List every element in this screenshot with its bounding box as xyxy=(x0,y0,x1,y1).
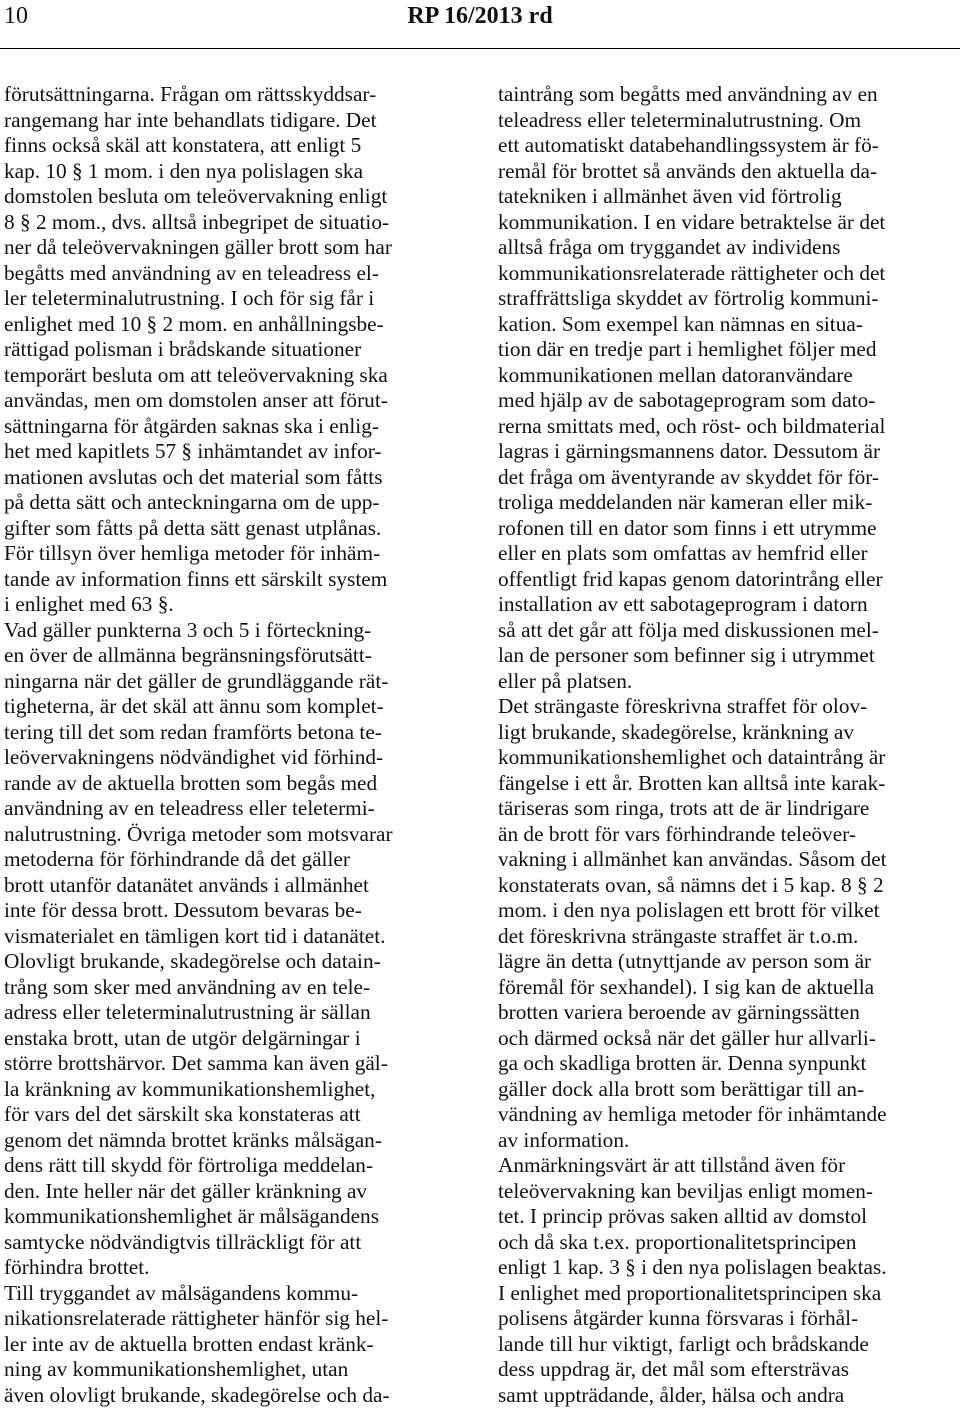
text-line: la kränkning av kommunikationshemlighet, xyxy=(4,1077,464,1103)
text-line: trång som sker med användning av en tele- xyxy=(4,975,464,1001)
text-line: lagras i gärningsmannens dator. Dessutom är xyxy=(498,439,956,465)
text-line: av information. xyxy=(498,1128,956,1154)
text-line: polisens åtgärder kunna försvaras i förhål- xyxy=(498,1306,956,1332)
text-line: kommunikationsrelaterade rättigheter och det xyxy=(498,261,956,287)
text-line: fängelse i ett år. Brotten kan alltså inte karak- xyxy=(498,771,956,797)
page-header xyxy=(0,0,960,60)
text-line: Vad gäller punkterna 3 och 5 i förteckning- xyxy=(4,618,464,644)
text-line: Olovligt brukande, skadegörelse och datain- xyxy=(4,949,464,975)
text-line: tande av information finns ett särskilt system xyxy=(4,567,464,593)
text-line: ler inte av de aktuella brotten endast kränk- xyxy=(4,1332,464,1358)
text-line: leövervakningens nödvändighet vid förhind- xyxy=(4,745,464,771)
text-line: nalutrustning. Övriga metoder som motsvarar xyxy=(4,822,464,848)
right-text-column xyxy=(498,82,956,1408)
text-line: på detta sätt och anteckningarna om de upp- xyxy=(4,490,464,516)
text-line: samtycke nödvändigtvis tillräckligt för att xyxy=(4,1230,464,1256)
text-line: temporärt besluta om att teleövervakning ska xyxy=(4,363,464,389)
text-line: Anmärkningsvärt är att tillstånd även för xyxy=(498,1153,956,1179)
text-line: begåtts med användning av en teleadress el- xyxy=(4,261,464,287)
text-line: kommunikationshemlighet och dataintrång är xyxy=(498,745,956,771)
text-line: förutsättningarna. Frågan om rättsskyddsar- xyxy=(4,82,464,108)
text-line: rangemang har inte behandlats tidigare. Det xyxy=(4,108,464,134)
text-line: kap. 10 § 1 mom. i den nya polislagen ska xyxy=(4,159,464,185)
text-line: taintrång som begåtts med användning av en xyxy=(498,82,956,108)
text-line: remål för brottet så används den aktuella da- xyxy=(498,159,956,185)
text-line: lan de personer som befinner sig i utrymmet xyxy=(498,643,956,669)
text-line: vismaterialet en tämligen kort tid i datanätet. xyxy=(4,924,464,950)
text-line: eller på platsen. xyxy=(498,669,956,695)
text-line: teleövervakning kan beviljas enligt momen- xyxy=(498,1179,956,1205)
text-line: kommunikationen mellan datoranvändare xyxy=(498,363,956,389)
text-line: ler teleterminalutrustning. I och för sig får i xyxy=(4,286,464,312)
text-line: adress eller teleterminalutrustning är sällan xyxy=(4,1000,464,1026)
text-line: domstolen besluta om teleövervakning enligt xyxy=(4,184,464,210)
text-line: en över de allmänna begränsningsförutsätt- xyxy=(4,643,464,669)
document-id: RP 16/2013 rd xyxy=(0,2,960,30)
text-line: metoderna för förhindrande då det gäller xyxy=(4,847,464,873)
text-line: brotten variera beroende av gärningssätten xyxy=(498,1000,956,1026)
text-line: För tillsyn över hemliga metoder för inhäm- xyxy=(4,541,464,567)
text-line: med hjälp av de sabotageprogram som dato- xyxy=(498,388,956,414)
left-text-column xyxy=(4,82,464,1408)
text-line: I enlighet med proportionalitetsprincipen ska xyxy=(498,1281,956,1307)
text-line: tion där en tredje part i hemlighet följer med xyxy=(498,337,956,363)
text-line: lande till hur viktigt, farligt och brådskande xyxy=(498,1332,956,1358)
text-line: Det strängaste föreskrivna straffet för olov- xyxy=(498,694,956,720)
text-line: tatekniken i allmänhet även vid förtrolig xyxy=(498,184,956,210)
text-line: större brottshärvor. Det samma kan även gäl- xyxy=(4,1051,464,1077)
text-line: Till tryggandet av målsägandens kommu- xyxy=(4,1281,464,1307)
text-line: än de brott för vars förhindrande teleöver- xyxy=(498,822,956,848)
text-line: tet. I princip prövas saken alltid av domstol xyxy=(498,1204,956,1230)
text-line: ligt brukande, skadegörelse, kränkning av xyxy=(498,720,956,746)
text-line: ner då teleövervakningen gäller brott som har xyxy=(4,235,464,261)
text-line: kommunikationshemlighet är målsägandens xyxy=(4,1204,464,1230)
text-line: enlighet med 10 § 2 mom. en anhållningsbe- xyxy=(4,312,464,338)
text-line: lägre än detta (utnyttjande av person som är xyxy=(498,949,956,975)
text-line: även olovligt brukande, skadegörelse och da- xyxy=(4,1383,464,1408)
text-line: alltså fråga om tryggandet av individens xyxy=(498,235,956,261)
text-line: inte för dessa brott. Dessutom bevaras be- xyxy=(4,898,464,924)
text-line: tering till det som redan framförts betona te- xyxy=(4,720,464,746)
text-line: användning av en teleadress eller teletermi- xyxy=(4,796,464,822)
text-line: ning av kommunikationshemlighet, utan xyxy=(4,1357,464,1383)
text-line: det fråga om äventyrande av skyddet för för- xyxy=(498,465,956,491)
text-line: brott utanför datanätet används i allmänhet xyxy=(4,873,464,899)
text-line: förhindra brottet. xyxy=(4,1255,464,1281)
text-line: rerna smittats med, och röst- och bildmaterial xyxy=(498,414,956,440)
text-line: troliga meddelanden när kameran eller mik- xyxy=(498,490,956,516)
text-line: så att det går att följa med diskussionen mel- xyxy=(498,618,956,644)
text-line: gäller dock alla brott som berättigar till an- xyxy=(498,1077,956,1103)
text-line: kommunikation. I en vidare betraktelse är det xyxy=(498,210,956,236)
text-line: rofonen till en dator som finns i ett utrymme xyxy=(498,516,956,542)
text-line: finns också skäl att konstatera, att enligt 5 xyxy=(4,133,464,159)
text-line: föremål för sexhandel). I sig kan de aktuella xyxy=(498,975,956,1001)
text-line: sättningarna för åtgärden saknas ska i enlig- xyxy=(4,414,464,440)
text-line: användas, men om domstolen anser att förut- xyxy=(4,388,464,414)
header-rule xyxy=(0,48,960,49)
text-line: för vars del det särskilt ska konstateras att xyxy=(4,1102,464,1128)
text-line: offentligt frid kapas genom datorintrång eller xyxy=(498,567,956,593)
text-line: installation av ett sabotageprogram i datorn xyxy=(498,592,956,618)
text-line: eller en plats som omfattas av hemfrid eller xyxy=(498,541,956,567)
text-line: dess uppdrag är, det mål som eftersträvas xyxy=(498,1357,956,1383)
text-line: nikationsrelaterade rättigheter hänför sig hel- xyxy=(4,1306,464,1332)
text-line: rättigad polisman i brådskande situationer xyxy=(4,337,464,363)
text-line: 8 § 2 mom., dvs. alltså inbegripet de situatio- xyxy=(4,210,464,236)
text-line: teleadress eller teleterminalutrustning. Om xyxy=(498,108,956,134)
text-line: enstaka brott, utan de utgör delgärningar i xyxy=(4,1026,464,1052)
text-line: enligt 1 kap. 3 § i den nya polislagen beaktas. xyxy=(498,1255,956,1281)
text-line: konstaterats ovan, så nämns det i 5 kap. 8 § 2 xyxy=(498,873,956,899)
text-line: vändning av hemliga metoder för inhämtande xyxy=(498,1102,956,1128)
text-line: dens rätt till skydd för förtroliga meddelan- xyxy=(4,1153,464,1179)
text-line: kation. Som exempel kan nämnas en situa- xyxy=(498,312,956,338)
text-line: genom det nämnda brottet kränks målsägan- xyxy=(4,1128,464,1154)
text-line: mationen avslutas och det material som fåtts xyxy=(4,465,464,491)
text-line: vakning i allmänhet kan användas. Såsom det xyxy=(498,847,956,873)
text-line: och då ska t.ex. proportionalitetsprincipen xyxy=(498,1230,956,1256)
text-line: den. Inte heller när det gäller kränkning av xyxy=(4,1179,464,1205)
text-line: ett automatiskt databehandlingssystem är fö- xyxy=(498,133,956,159)
text-line: straffrättsliga skyddet av förtrolig kommuni- xyxy=(498,286,956,312)
text-line: samt uppträdande, ålder, hälsa och andra xyxy=(498,1383,956,1408)
text-line: het med kapitlets 57 § inhämtandet av infor- xyxy=(4,439,464,465)
text-line: och därmed också när det gäller hur allvarli- xyxy=(498,1026,956,1052)
text-line: ningarna när det gäller de grundläggande rät- xyxy=(4,669,464,695)
text-line: täriseras som ringa, trots att de är lindrigare xyxy=(498,796,956,822)
text-line: rande av de aktuella brotten som begås med xyxy=(4,771,464,797)
page-number: 10 xyxy=(4,2,28,30)
text-line: gifter som fåtts på detta sätt genast utplånas. xyxy=(4,516,464,542)
text-line: ga och skadliga brotten är. Denna synpunkt xyxy=(498,1051,956,1077)
text-line: det föreskrivna strängaste straffet är t.o.m. xyxy=(498,924,956,950)
text-line: tigheterna, är det skäl att ännu som komplet- xyxy=(4,694,464,720)
text-line: i enlighet med 63 §. xyxy=(4,592,464,618)
text-line: mom. i den nya polislagen ett brott för vilket xyxy=(498,898,956,924)
